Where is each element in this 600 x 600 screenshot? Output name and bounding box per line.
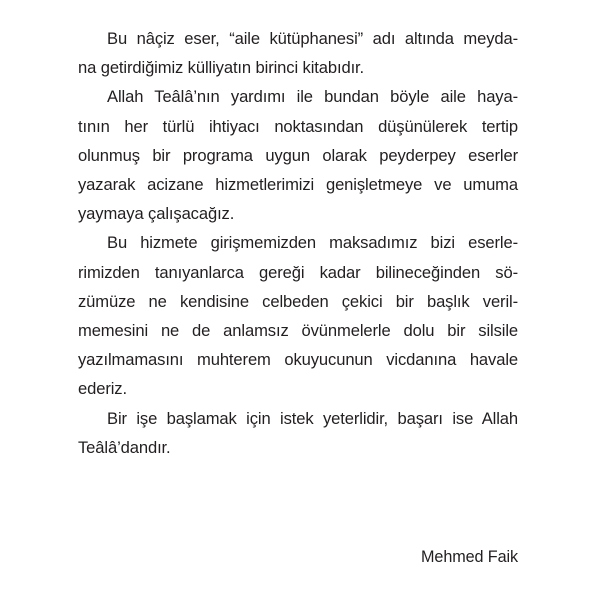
paragraph-4	[78, 404, 518, 462]
paragraph-2-line-5: yaymaya çalışacağız.	[78, 204, 235, 224]
paragraph-4-line-2: Teâlâ’dandır.	[78, 437, 171, 457]
paragraph-3-line-3: zümüze ne kendisine celbeden çekici bir başlık veril-	[78, 291, 518, 311]
paragraph-2	[78, 82, 518, 228]
paragraph-3-line-4: memesini ne de anlamsız övünmelerle dolu bir silsile	[78, 321, 518, 341]
paragraph-2-line-4: yazarak acizane hizmetlerimizi genişletmeye ve umuma	[78, 175, 518, 195]
paragraph-3-line-5: yazılmamasını muhterem okuyucunun vicdanına havale	[78, 350, 518, 370]
paragraph-1-line-1	[78, 24, 518, 53]
line-text: Allah Teâlâ’nın yardımı ile bundan böyle aile haya-	[107, 87, 518, 107]
paragraph-2-line-3: olunmuş bir programa uygun olarak peyderpey eserler	[78, 145, 518, 165]
paragraph-3-line-6: ederiz.	[78, 379, 127, 399]
document-body	[78, 24, 518, 462]
paragraph-3	[78, 228, 518, 403]
paragraph-2-line-2: tının her türlü ihtiyacı noktasından düşünülerek tertip	[78, 116, 518, 136]
line-text: Bu hizmete girişmemizden maksadımız bizi eserle-	[107, 233, 518, 253]
paragraph-1-line-2: na getirdiğimiz külliyatın birinci kitabıdır.	[78, 58, 365, 78]
paragraph-3-line-2: rimizden tanıyanlarca gereği kadar bilineceğinden sö-	[78, 262, 518, 282]
author-signature: Mehmed Faik	[421, 548, 518, 566]
paragraph-4-line-1	[78, 404, 518, 433]
line-text: Bir işe başlamak için istek yeterlidir, başarı ise Allah	[107, 408, 518, 428]
paragraph-3-line-1	[78, 228, 518, 257]
paragraph-2-line-1	[78, 82, 518, 111]
paragraph-1	[78, 24, 518, 82]
line-text: Bu nâçiz eser, “aile kütüphanesi” adı altında meyda-	[107, 29, 518, 48]
